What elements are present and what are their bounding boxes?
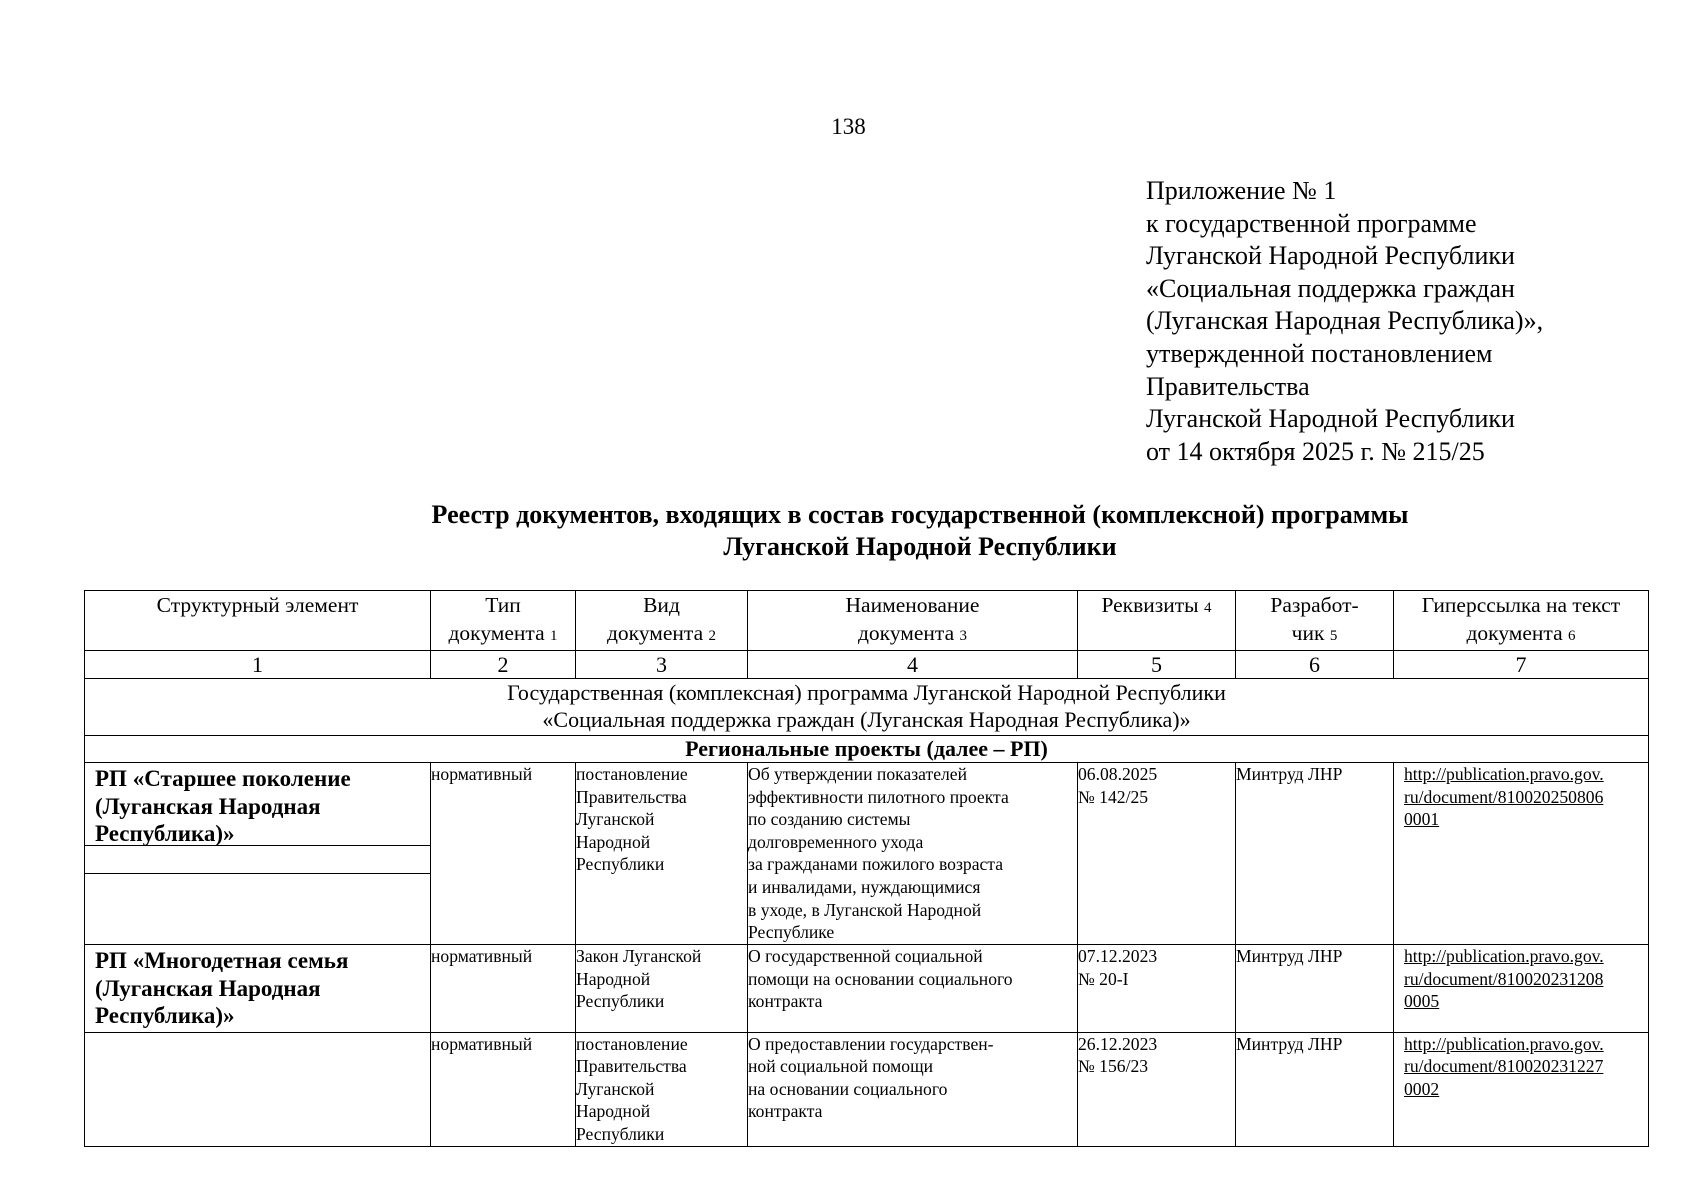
footnote-marker: 4 — [1204, 600, 1212, 616]
column-number-row — [85, 651, 1649, 679]
header-document-kind: Вид документа 2 — [576, 591, 748, 651]
document-title — [0, 499, 1697, 563]
appendix-line: утвержденной постановлением — [1146, 338, 1493, 368]
footnote-marker: 3 — [959, 628, 968, 644]
document-hyperlink[interactable]: http://publication.pravo.gov. ru/document/810020231227 0002 — [1404, 1033, 1604, 1099]
document-name: О предоставлении государствен- ной социальной помощи на основании социального контракта — [748, 1032, 1078, 1146]
document-kind: Закон Луганской Народной Республики — [576, 945, 748, 1033]
column-number: 5 — [1078, 651, 1236, 679]
structural-element-empty — [85, 1032, 431, 1146]
column-number: 7 — [1394, 651, 1649, 679]
appendix-line: Правительства — [1146, 371, 1310, 401]
table-header-row — [85, 591, 1649, 651]
footnote-marker: 6 — [1568, 628, 1576, 644]
document-kind: постановление Правительства Луганской Народной Республики — [576, 763, 748, 945]
empty-subcell — [85, 846, 430, 874]
table-row — [85, 763, 1649, 945]
hyperlink-cell — [1394, 945, 1649, 1033]
document-type: нормативный — [431, 1032, 576, 1146]
structural-element: РП «Старшее поколение (Луганская Народная Республика)» — [85, 763, 430, 846]
program-title-row — [85, 679, 1649, 736]
header-document-type: Тип документа 1 — [431, 591, 576, 651]
section-title-row — [85, 736, 1649, 763]
structural-element-cell — [85, 763, 431, 945]
appendix-line: (Луганская Народная Республика)», — [1146, 306, 1544, 336]
section-title: Региональные проекты (далее – РП) — [85, 736, 1649, 763]
column-number: 4 — [748, 651, 1078, 679]
column-number: 1 — [85, 651, 431, 679]
column-number: 6 — [1236, 651, 1394, 679]
document-type: нормативный — [431, 763, 576, 945]
header-structural-element: Структурный элемент — [85, 591, 431, 651]
footnote-marker: 1 — [550, 628, 558, 644]
document-kind: постановление Правительства Луганской Народной Республики — [576, 1032, 748, 1146]
appendix-line: «Социальная поддержка граждан — [1146, 273, 1515, 303]
table-row — [85, 945, 1649, 1033]
program-title: Государственная (комплексная) программа Луганской Народной Республики «Социальная поддержка граждан (Луганская Народная Республика)» — [85, 679, 1649, 736]
page-number: 138 — [831, 114, 866, 139]
document-title-line: Луганской Народной Республики — [723, 532, 1117, 561]
appendix-line: Луганской Народной Республики — [1146, 241, 1515, 271]
developer: Минтруд ЛНР — [1236, 763, 1394, 945]
header-developer: Разработ- чик 5 — [1236, 591, 1394, 651]
document-details: 06.08.2025 № 142/25 — [1078, 763, 1236, 945]
document-hyperlink[interactable]: http://publication.pravo.gov. ru/document/810020231208 0005 — [1404, 946, 1604, 1012]
structural-element: РП «Многодетная семья (Луганская Народная Республика)» — [85, 945, 431, 1033]
column-number: 3 — [576, 651, 748, 679]
appendix-line: Луганской Народной Республики — [1146, 404, 1515, 434]
header-details: Реквизиты 4 — [1078, 591, 1236, 651]
hyperlink-cell — [1394, 1032, 1649, 1146]
document-title-line: Реестр документов, входящих в состав государственной (комплексной) программы — [431, 500, 1409, 529]
footnote-marker: 5 — [1329, 628, 1338, 644]
hyperlink-cell — [1394, 763, 1649, 945]
document-name: Об утверждении показателей эффективности пилотного проекта по созданию системы долговременного ухода за гражданами пожилого возраста и инвалидами, нуждающимися в уходе, в Луганской Народной Республике — [748, 763, 1078, 945]
appendix-block — [1146, 175, 1543, 468]
appendix-line: Приложение № 1 — [1146, 176, 1337, 205]
developer: Минтруд ЛНР — [1236, 945, 1394, 1033]
footnote-marker: 2 — [708, 628, 717, 644]
document-name: О государственной социальной помощи на основании социального контракта — [748, 945, 1078, 1033]
registry-table — [84, 590, 1649, 1147]
header-hyperlink: Гиперссылка на текст документа 6 — [1394, 591, 1649, 651]
appendix-line: от 14 октября 2025 г. № 215/25 — [1146, 436, 1485, 466]
document-details: 07.12.2023 № 20-I — [1078, 945, 1236, 1033]
table-row — [85, 1032, 1649, 1146]
developer: Минтруд ЛНР — [1236, 1032, 1394, 1146]
document-hyperlink[interactable]: http://publication.pravo.gov. ru/document/810020250806 0001 — [1404, 764, 1604, 830]
document-details: 26.12.2023 № 156/23 — [1078, 1032, 1236, 1146]
appendix-line: к государственной программе — [1146, 208, 1477, 238]
header-document-name: Наименование документа 3 — [748, 591, 1078, 651]
empty-subcell — [85, 874, 430, 943]
document-type: нормативный — [431, 945, 576, 1033]
column-number: 2 — [431, 651, 576, 679]
